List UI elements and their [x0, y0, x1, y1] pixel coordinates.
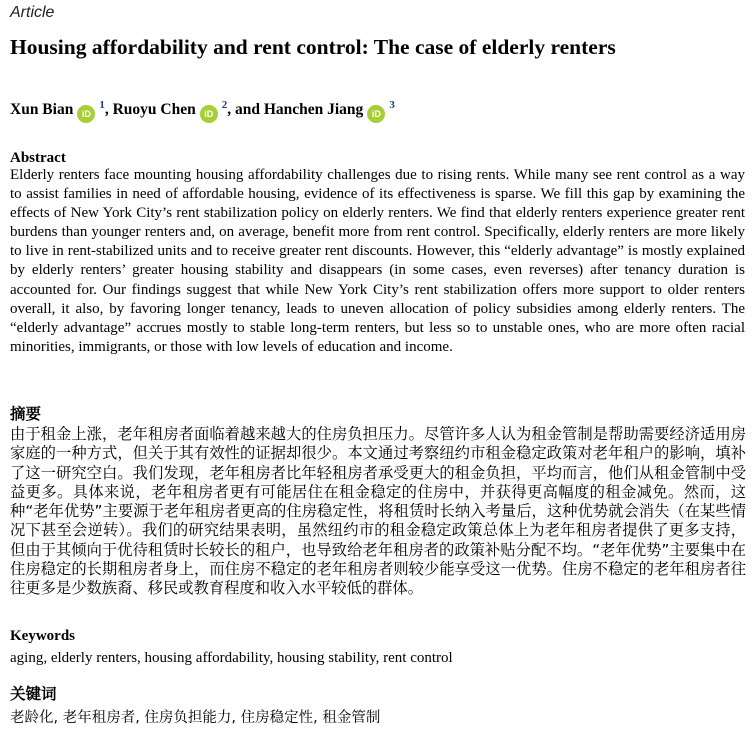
abstract-heading: Abstract [10, 150, 66, 166]
chinese-keywords-text: 老龄化, 老年租房者, 住房负担能力, 住房稳定性, 租金管制 [10, 710, 381, 726]
keywords-heading: Keywords [10, 628, 75, 644]
author-separator: , [104, 101, 113, 118]
article-type-label: Article [10, 4, 55, 21]
paper-title: Housing affordability and rent control: The case of elderly renters [10, 35, 616, 59]
chinese-abstract-heading: 摘要 [10, 405, 42, 423]
author-name: Hanchen Jiang [263, 101, 364, 118]
orcid-icon[interactable]: iD [200, 105, 218, 123]
chinese-keywords-heading: 关键词 [10, 685, 57, 703]
orcid-icon[interactable]: iD [367, 105, 385, 123]
affiliation-marker: 3 [389, 99, 395, 111]
author-separator: , and [227, 101, 264, 118]
abstract-text: Elderly renters face mounting housing affordability challenges due to rising rents. While many see rent control as a way to assist families in need of affordable housing, evidence of its effectiveness is sparse. We fill this gap by examining the effects of New York City’s rent stabilization policy on elderly renters. We find that elderly renters experience greater rent burdens than younger renters and, on average, benefit more from rent control. Specifically, elderly renters are more likely to live in rent-stabilized units and to receive greater rent discounts. However, this “elderly advantage” is mostly explained by elderly renters’ greater housing stability and disappears (in some cases, even reverses) after tenancy duration is accounted for. Our findings suggest that while New York City’s rent stabilization offers more support to older renters overall, it also, by favoring longer tenancy, leads to uneven allocation of policy subsidies among elderly renters. The “elderly advantage” accrues mostly to stable long-term renters, but less so to unstable ones, who are more often racial minorities, immigrants, or those with low levels of education and income. [10, 167, 745, 355]
chinese-abstract-text: 由于租金上涨，老年租房者面临着越来越大的住房负担压力。尽管许多人认为租金管制是帮助需要经济适用房家庭的一种方式，但关于其有效性的证据却很少。本文通过考察纽约市租金稳定政策对老年租户的影响，填补了这一研究空白。我们发现，老年租房者比年轻租房者承受更大的租金负担，平均而言，他们从租金管制中受益更多。具体来说，老年租房者更有可能居住在租金稳定的住房中，并获得更高幅度的租金减免。然而，这种“老年优势”主要源于老年租房者更高的住房稳定性，将租赁时长纳入考量后，这种优势就会消失（在某些情况下甚至会逆转）。我们的研究结果表明，虽然纽约市的租金稳定政策总体上为老年租房者提供了更多支持，但由于其倾向于优待租赁时长较长的租户，也导致给老年租房者的政策补贴分配不均。“老年优势”主要集中在住房稳定的长期租房者身上，而住房不稳定的老年租房者则较少能享受这一优势。住房不稳定的老年租房者往往更多是少数族裔、移民或教育程度和收入水平较低的群体。 [10, 425, 746, 598]
affiliation-marker: 1 [99, 99, 105, 111]
orcid-icon[interactable]: iD [77, 105, 95, 123]
affiliation-marker: 2 [221, 99, 228, 111]
keywords-text: aging, elderly renters, housing affordability, housing stability, rent control [10, 650, 453, 666]
author-name: Xun Bian [10, 101, 74, 118]
author-name: Ruoyu Chen [112, 101, 196, 118]
author-list [10, 93, 395, 123]
